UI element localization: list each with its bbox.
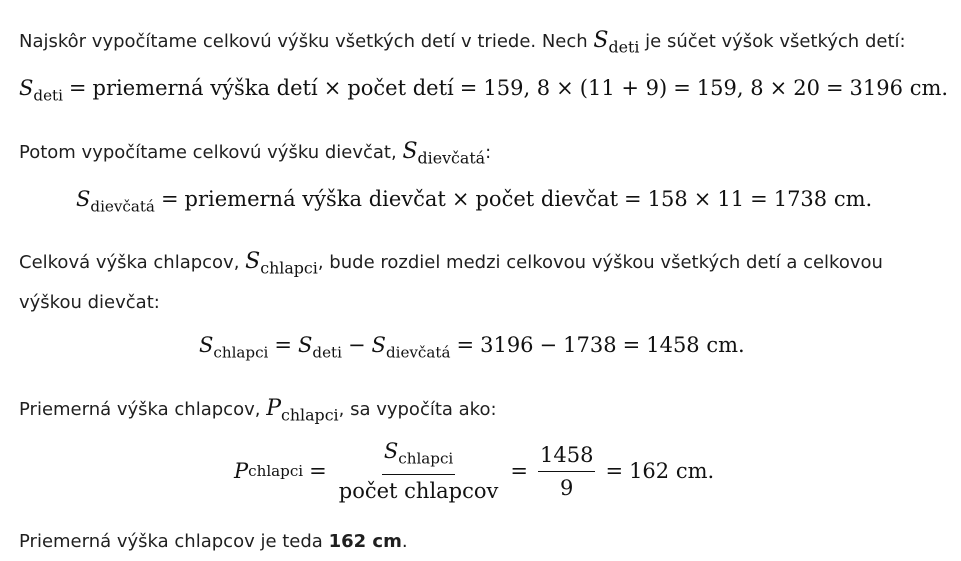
equation-average: P chlapci = $\frac{S_{chlapci}}{\text{počet chlapcov}}$ = $\frac{1458}{9}$ = 162 cm. [234, 439, 715, 504]
text: Celková výška chlapcov, [19, 252, 246, 273]
equation-boys-height: $S_{chlapci} = S_{deti} - S_{dievčatá} = 3196 - 1738 = 1458$ cm. [199, 333, 745, 362]
text: Najskôr vypočítame celkovú výšku všetkých detí v triede. Nech [19, 31, 594, 52]
text: výškou dievčat: [19, 291, 160, 313]
equation-total-height: $S_{deti}$ = priemerná výška detí × počet detí = 159, 8 × (11 + 9) = 159, 8 × 20 = 3196 cm. [19, 76, 949, 105]
paragraph-boys [19, 245, 883, 320]
paragraph-conclusion [19, 525, 408, 559]
text: Priemerná výška chlapcov je teda [19, 531, 329, 552]
math-symbol: $P_{chlapci}$ [266, 396, 339, 425]
text: . [401, 531, 408, 552]
text: , sa vypočíta ako: [338, 399, 497, 420]
math-symbol: $S_{chlapci}$ [245, 249, 318, 278]
paragraph-girls [19, 135, 491, 176]
math-symbol: $S_{deti}$ [593, 28, 640, 57]
math-symbol: $S_{dievčatá}$ [402, 139, 486, 168]
text: je súčet výšok všetkých detí: [639, 31, 906, 52]
paragraph-average [19, 392, 497, 433]
fraction: $\frac{S_{chlapci}}{\text{počet chlapcov}}$ [338, 439, 499, 504]
bold-result: 162 cm [328, 531, 402, 552]
fraction: $\frac{1458}{9}$ [540, 442, 594, 500]
text: , bude rozdiel medzi celkovou výškou všetkých detí a celkovou [317, 252, 883, 273]
text: : [485, 142, 492, 163]
text: Priemerná výška chlapcov, [19, 399, 267, 420]
equation-girls-height: $S_{dievčatá}$ = priemerná výška dievčat × počet dievčat = 158 × 11 = 1738 cm. [76, 187, 873, 216]
text: Potom vypočítame celkovú výšku dievčat, [19, 142, 403, 163]
paragraph-intro [19, 24, 906, 65]
